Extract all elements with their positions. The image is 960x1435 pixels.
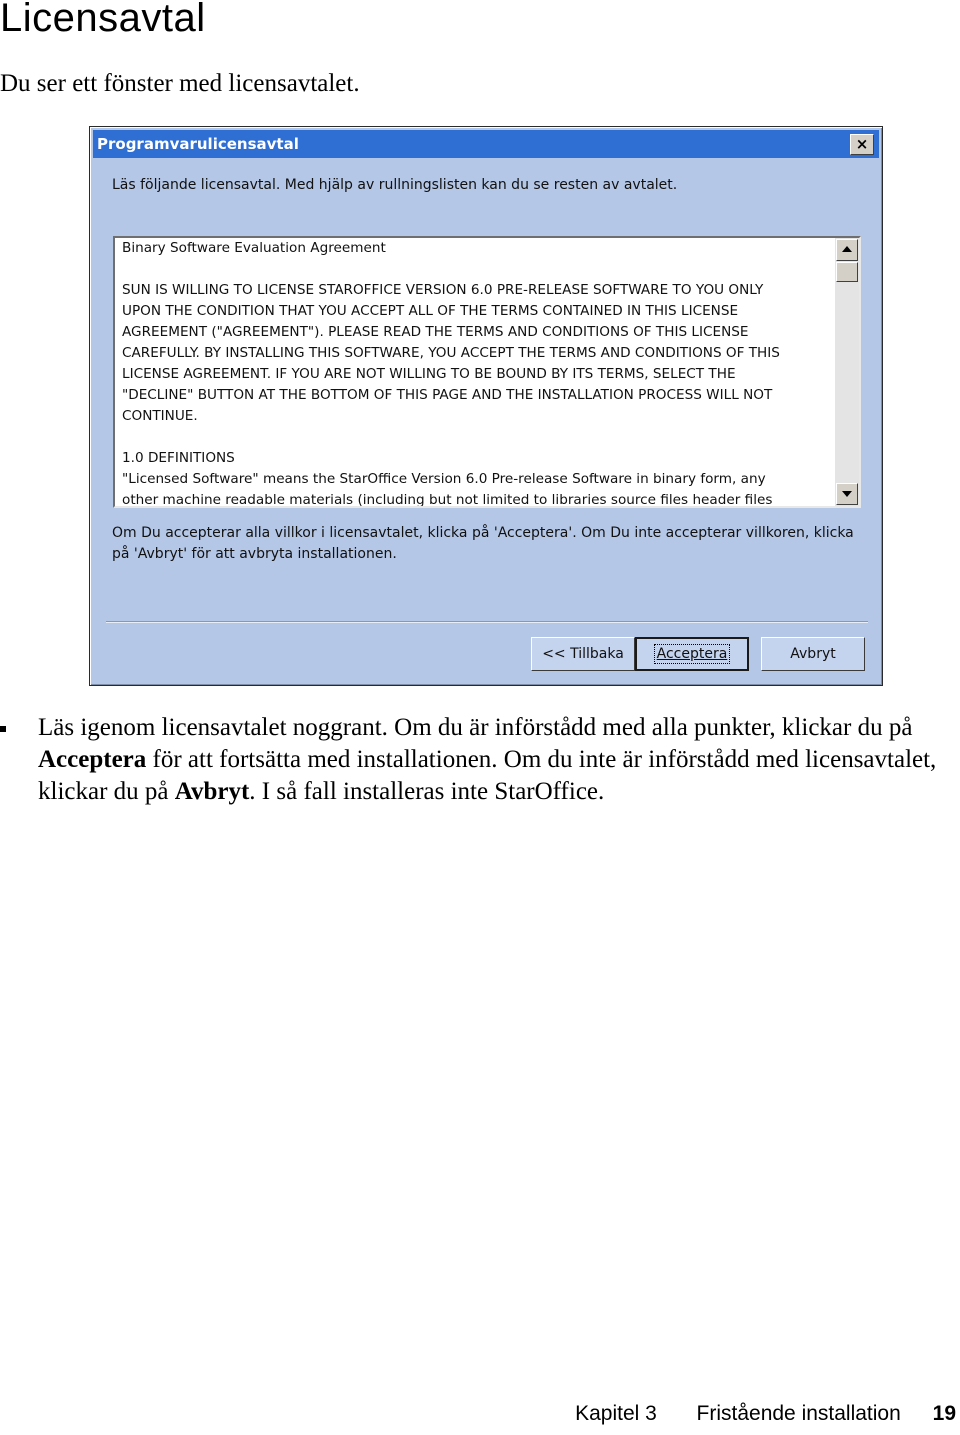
dialog-separator (106, 621, 868, 623)
footer-chapter-title: Fristående installation (696, 1402, 901, 1425)
license-text: Binary Software Evaluation Agreement SUN IS WILLING TO LICENSE STAROFFICE VERSION 6.0 PRE-RELEASE SOFTWARE TO YOU ONLY UPON THE CONDITION THAT YOU ACCEPT ALL OF THE TERMS CONTAINED IN THIS LICENSE AGREEMENT ("AGREEMENT"). PLEASE READ THE TERMS AND CONDITIONS OF THIS LICENSE CAREFULLY. BY INSTALLING THIS SOFTWARE, YOU ACCEPT THE TERMS AND CONDITIONS OF THIS LICENSE AGREEMENT. IF YOU ARE NOT WILLING TO BE BOUND BY ITS TERMS, SELECT THE "DECLINE" BUTTON AT THE BOTTOM OF THIS PAGE AND THE INSTALLATION PROCESS WILL NOT CONTINUE. 1.0 DEFINITIONS "Licensed Software" means the StarOffice Version 6.0 Pre-release Software in binary form, any other machine readable materials (including but not limited to libraries source files header files (122, 240, 780, 508)
page-footer (575, 1402, 956, 1426)
scroll-thumb[interactable] (836, 262, 858, 282)
footer-chapter: Kapitel (575, 1402, 640, 1425)
license-scrollbar[interactable] (835, 238, 859, 506)
dialog-titlebar (93, 130, 879, 158)
footer-page-number: 19 (932, 1402, 956, 1425)
bullet-marker (0, 726, 6, 732)
license-dialog (89, 126, 883, 686)
scroll-down-icon[interactable] (836, 483, 858, 505)
bullet-paragraph (38, 712, 938, 808)
license-textarea[interactable] (113, 236, 861, 508)
close-icon[interactable]: × (850, 134, 874, 155)
accept-button-label: Acceptera (654, 644, 731, 664)
bold-accept: Acceptera (38, 746, 147, 773)
footer-chapter-number: 3 (645, 1402, 657, 1425)
bullet-text-2: för att fortsätta med installationen. Om du inte är införstådd med licensavtalet, klickar du på (38, 746, 937, 805)
dialog-accept-instruction: Om Du accepterar alla villkor i licensavtalet, klicka på 'Acceptera'. Om Du inte accepterar villkoren, klicka på 'Avbryt' för att avbryta installationen. (112, 525, 854, 562)
cancel-button[interactable]: Avbryt (761, 637, 865, 671)
intro-text: Du ser ett fönster med licensavtalet. (0, 70, 360, 97)
bullet-text-3: . I så fall installeras inte StarOffice. (249, 778, 605, 805)
back-button[interactable]: << Tillbaka (531, 637, 635, 671)
dialog-title: Programvarulicensavtal (97, 135, 299, 153)
bullet-text-1: Läs igenom licensavtalet noggrant. Om du är införstådd med alla punkter, klickar du på (38, 714, 913, 741)
scroll-up-icon[interactable] (836, 239, 858, 261)
page-title: Licensavtal (0, 0, 206, 40)
dialog-instruction: Läs följande licensavtal. Med hjälp av rullningslisten kan du se resten av avtalet. (112, 177, 678, 193)
accept-button[interactable] (635, 637, 749, 671)
bold-cancel: Avbryt (174, 778, 250, 805)
